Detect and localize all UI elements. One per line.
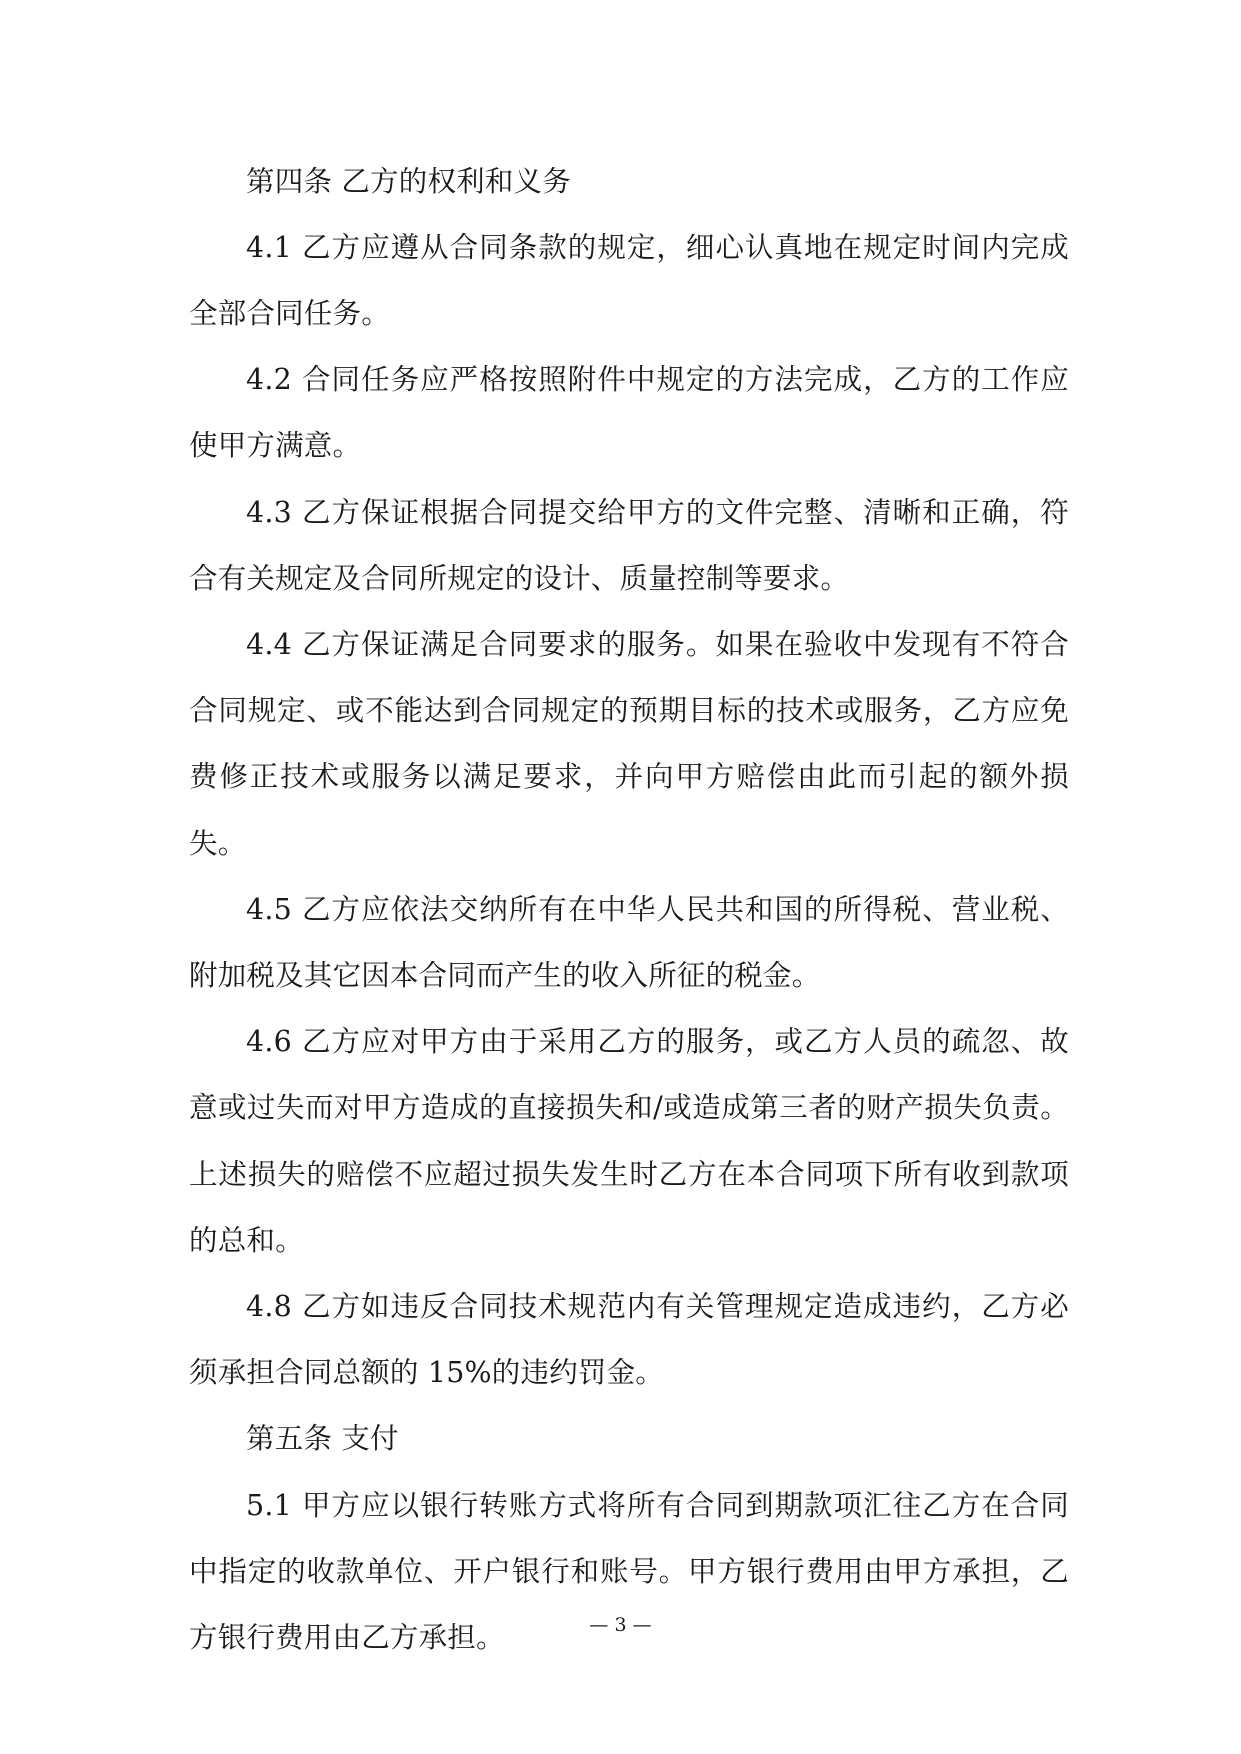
clause-4-3-paragraph: 4.3 乙方保证根据合同提交给甲方的文件完整、清晰和正确，符合有关规定及合同所规定的设计、质量控制等要求。	[189, 495, 1069, 595]
clause-4-8-paragraph: 4.8 乙方如违反合同技术规范内有关管理规定造成违约，乙方必须承担合同总额的 15%的违约罚金。	[189, 1289, 1069, 1390]
article-5-heading: 第五条 支付	[246, 1422, 399, 1456]
clause-4-2-paragraph: 4.2 合同任务应严格按照附件中规定的方法完成，乙方的工作应使甲方满意。	[189, 363, 1069, 463]
clause-4-1-paragraph: 4.1 乙方应遵从合同条款的规定，细心认真地在规定时间内完成全部合同任务。	[189, 230, 1069, 330]
clause-4-5-paragraph: 4.5 乙方应依法交纳所有在中华人民共和国的所得税、营业税、附加税及其它因本合同而产生的收入所征的税金。	[189, 892, 1069, 992]
article-4-heading: 第四条 乙方的权利和义务	[246, 164, 571, 198]
clause-5-1-paragraph: 5.1 甲方应以银行转账方式将所有合同到期款项汇往乙方在合同中指定的收款单位、开户银行和账号。甲方银行费用由甲方承担，乙方银行费用由乙方承担。	[189, 1488, 1069, 1654]
document-body	[189, 149, 1069, 1672]
page-number: — 3 —	[589, 1614, 652, 1636]
clause-4-6-paragraph: 4.6 乙方应对甲方由于采用乙方的服务，或乙方人员的疏忽、故意或过失而对甲方造成的直接损失和/或造成第三者的财产损失负责。上述损失的赔偿不应超过损失发生时乙方在本合同项下所有收到款项的总和。	[189, 1025, 1069, 1257]
clause-4-4-paragraph: 4.4 乙方保证满足合同要求的服务。如果在验收中发现有不符合合同规定、或不能达到合同规定的预期目标的技术或服务，乙方应免费修正技术或服务以满足要求，并向甲方赔偿由此而引起的额外损失。	[189, 627, 1069, 860]
